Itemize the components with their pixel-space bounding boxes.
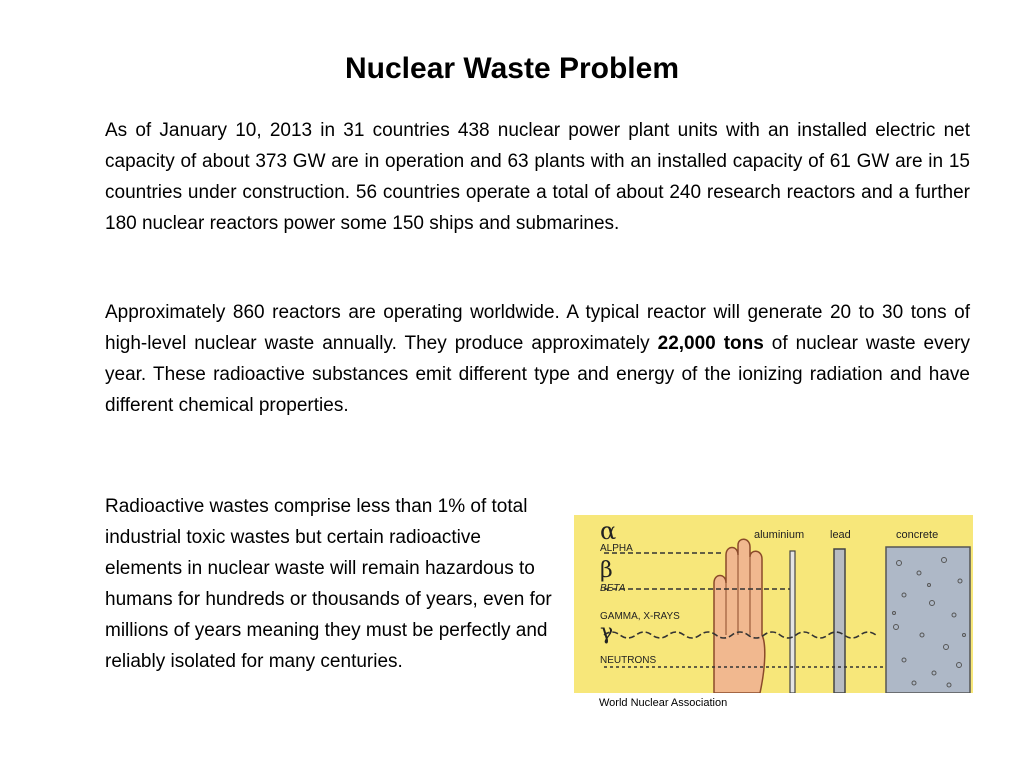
beta-label: BETA: [600, 583, 626, 594]
paragraph-text: of nuclear waste every year. These radioactive substances emit different type and energy of the ionizing radiation and have different chemical properties.: [105, 333, 971, 416]
gamma-symbol: γ: [600, 620, 614, 645]
concrete-label: concrete: [896, 529, 939, 541]
alpha-symbol: α: [600, 517, 617, 545]
alpha-label: ALPHA: [600, 543, 633, 554]
concrete-block: [886, 547, 970, 693]
waste-amount-highlight: 22,000 tons: [657, 333, 764, 354]
lead-label: lead: [830, 529, 851, 541]
beta-symbol: β: [600, 558, 613, 583]
lead-plate: [834, 549, 845, 693]
aluminium-label: aluminium: [754, 529, 805, 541]
paragraph-hazard-duration: Radioactive wastes comprise less than 1% of total industrial toxic wastes but certain radioactive elements in nuclear waste will remain hazardous to humans for hundreds or thousands of years, even for millions of years meaning they must be perfectly and reliably isolated for many centuries.: [105, 496, 552, 672]
slide-title: Nuclear Waste Problem: [345, 52, 679, 85]
figure-caption: World Nuclear Association: [599, 697, 728, 709]
gamma-label: GAMMA, X-RAYS: [600, 611, 680, 622]
paragraph-waste-production: [105, 297, 970, 421]
paragraph-text: Approximately 860 reactors are operating worldwide. A typical reactor will generate 20 to 30 tons of high-level nuclear waste annually. They produce approximately: [105, 302, 970, 354]
aluminium-sheet: [790, 551, 795, 693]
radiation-penetration-diagram: [574, 515, 973, 693]
paragraph-reactor-statistics: As of January 10, 2013 in 31 countries 438 nuclear power plant units with an installed electric net capacity of about 373 GW are in operation and 63 plants with an installed capacity of 61 GW are in 15 countries under construction. 56 countries operate a total of about 240 research reactors and a further 180 nuclear reactors power some 150 ships and submarines.: [105, 120, 970, 234]
neutrons-label: NEUTRONS: [600, 655, 657, 666]
